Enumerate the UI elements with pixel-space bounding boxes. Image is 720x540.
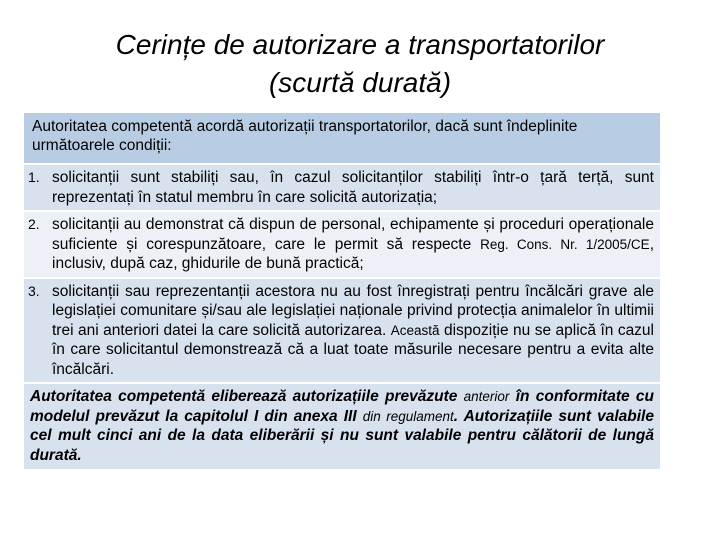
- footer-part-4: din regulament: [362, 408, 454, 424]
- condition-row-2: [24, 210, 660, 277]
- condition-text-c: dispoziție nu se aplică în cazul în care solicitantul demonstrează că a luat toate măsurile necesare pentru a evita alte încălcări.: [52, 321, 654, 378]
- footer-part-5: . Autorizațiile sunt valabile cel mult cinci ani de la data eliberării și nu sunt valabile pentru călătorii de lungă durată.: [30, 407, 654, 464]
- condition-number: 2.: [28, 216, 40, 232]
- title-line-2: (scurtă durată): [268, 67, 452, 98]
- condition-number: 1.: [28, 169, 40, 185]
- header-text: Autoritatea competentă acordă autorizații transportatorilor, dacă sunt îndeplinite următoarele condiții:: [32, 118, 578, 154]
- slide-title: [0, 26, 720, 102]
- condition-text-a: solicitanții sau reprezentanții acestora nu au fost înregistrați pentru încălcări grave ale legislației comunitare și/sau ale legislației naționale privind protecția animalelor în ultimii trei ani anteriori datei la care solicită autorizarea.: [52, 282, 654, 339]
- condition-text-c: , inclusiv, după caz, ghidurile de bună practică;: [52, 235, 654, 272]
- footer-part-3: în conformitate cu modelul prevăzut la capitolul I din anexa III: [30, 388, 654, 425]
- condition-text: solicitanții sunt stabiliți sau, în cazul solicitanților stabiliți într-o țară terță, sunt reprezentați în statul membru în care solicită autorizația;: [52, 169, 654, 206]
- condition-row-3: [24, 277, 660, 383]
- condition-text: [52, 215, 654, 274]
- table-header: [24, 113, 660, 163]
- regulation-reference: Reg. Cons. Nr. 1/2005/CE: [480, 236, 650, 252]
- table-footer: [24, 382, 660, 469]
- condition-text: [52, 282, 654, 380]
- conditions-table: [24, 113, 660, 469]
- condition-text-b: Această: [390, 322, 440, 338]
- footer-part-2: anterior: [463, 389, 510, 404]
- condition-number: 3.: [28, 282, 40, 299]
- condition-text-a: solicitanții au demonstrat că dispun de personal, echipamente și proceduri operaționale suficiente și corespunzătoare, care le permit să respecte: [52, 216, 654, 253]
- title-line-1: Cerințe de autorizare a transportatorilor: [115, 29, 605, 60]
- condition-row-1: [24, 163, 660, 210]
- footer-part-1: Autoritatea competentă eliberează autorizațiile prevăzute: [30, 388, 458, 405]
